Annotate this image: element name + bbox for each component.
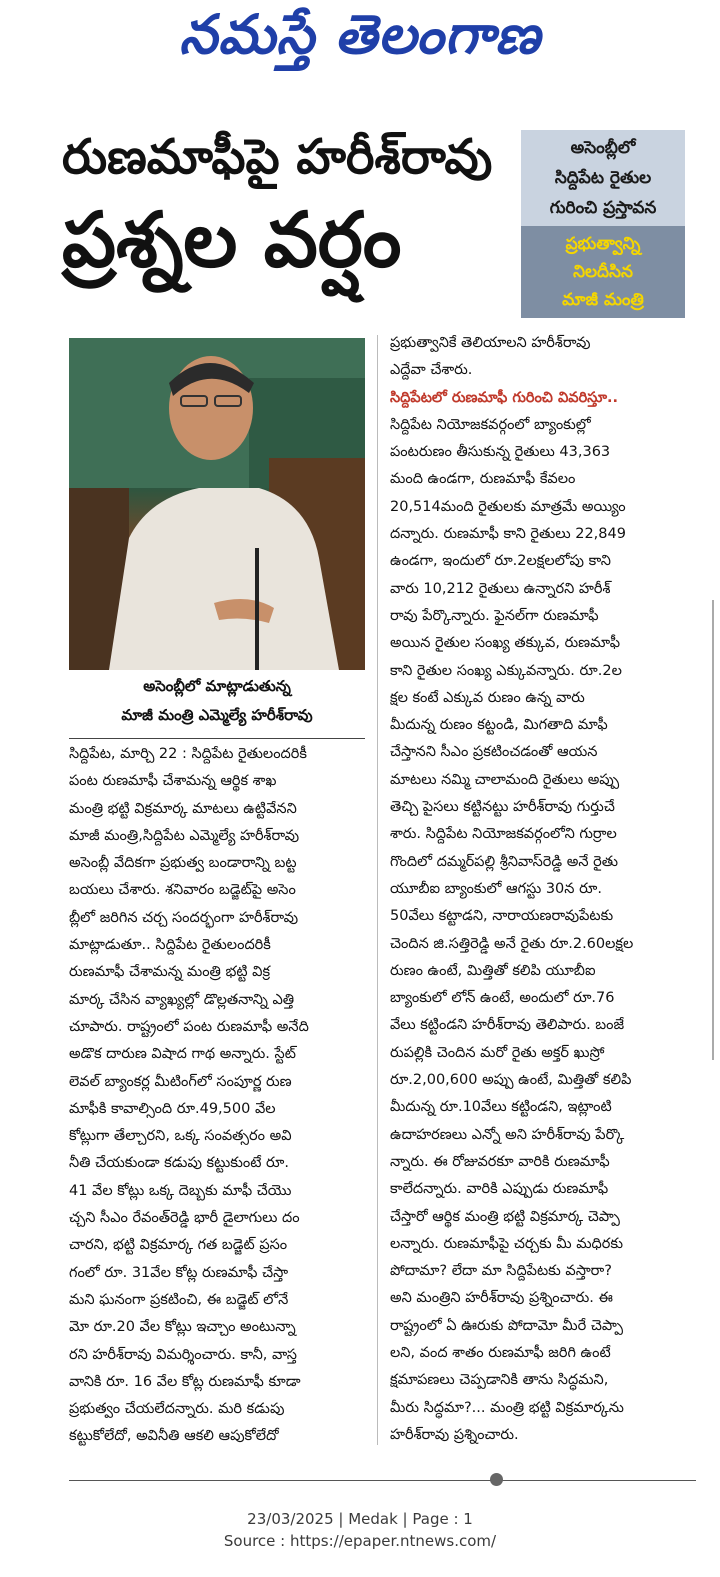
body-line: పంటరుణం తీసుకున్న రైతులు 43,363 (390, 444, 611, 461)
body-line: రూ.2,00,600 అప్పు ఉంటే, మిత్తితో కలిపి (390, 1072, 632, 1089)
body-line: మాట్లాడుతూ.. సిద్దిపేట రైతులందరికీ (69, 937, 271, 954)
body-line: ఉండగా, ఇందులో రూ.2లక్షలలోపు కాని (390, 553, 611, 570)
bottom-divider (69, 1480, 696, 1481)
body-line: బ్లీలో జరిగిన చర్చ సందర్భంగా హరీశ్‌రావు (69, 909, 299, 926)
body-line: మీరు సిద్ధమా?... మంత్రి భట్టి విక్రమార్కను (390, 1399, 624, 1416)
body-line: కాని రైతుల సంఖ్య ఎక్కువన్నారు. రూ.2ల (390, 662, 622, 679)
body-line: మంత్రి భట్టి విక్రమార్క మాటలు ఉట్టివేనని (69, 800, 297, 817)
side-box-bottom-line: నిలదీసిన (573, 262, 633, 282)
body-line: రుణం ఉంటే, మిత్తితో కలిపి యూబీఐ (390, 962, 596, 979)
body-line: రాష్ట్రంలో ఏ ఊరుకు పోదామో మీరే చెప్పా (390, 1317, 623, 1334)
body-line: యూబీఐ బ్యాంకులో ఆగస్టు 30న రూ. (390, 880, 602, 897)
body-line: హరీశ్‌రావు ప్రశ్నించారు. (390, 1426, 519, 1443)
body-line: రుణమాఫీ చేశామన్న మంత్రి భట్టి విక్ర (69, 964, 271, 981)
body-line: ప్రభుత్వం చేయలేదన్నారు. మరి కడుపు (69, 1401, 285, 1418)
body-line: చ్చని సీఎం రేవంత్‌రెడ్డి భారీ డైలాగులు దం (69, 1210, 300, 1227)
side-box-top-line: అసెంబ్లీలో (570, 138, 636, 158)
body-line: లన్నారు. రుణమాఫీపై చర్చకు మీ మధిరకు (390, 1235, 623, 1252)
body-line: చూపారు. రాష్ట్రంలో పంట రుణమాఫీ అనేది (69, 1018, 309, 1035)
body-line: దన్నారు. రుణమాఫీ కాని రైతులు 22,849 (390, 526, 626, 543)
body-line: చెందిన జి.సత్తిరెడ్డి అనే రైతు రూ.2.60లక్షల (390, 935, 634, 952)
body-line: కాలేదన్నారు. వారికి ఎప్పుడు రుణమాఫీ (390, 1181, 609, 1198)
body-line: మో రూ.20 వేల కోట్లు ఇచ్చాం అంటున్నా (69, 1319, 296, 1336)
body-line: అని మంత్రిని హరీశ్‌రావు ప్రశ్నించారు. ఈ (390, 1290, 613, 1307)
body-line: ఉదాహరణలు ఎన్నో అని హరీశ్‌రావు పేర్కొ (390, 1126, 625, 1143)
body-line: తెచ్చి పైసలు కట్టినట్టు హరీశ్‌రావు గుర్తుచే (390, 799, 615, 816)
masthead-title: నమస్తే తెలంగాణ (179, 2, 541, 66)
body-line: బయలు చేశారు. శనివారం బడ్జెట్‌పై అసెం (69, 882, 296, 899)
body-line: బ్యాంకులో లోన్ ఉంటే, అందులో రూ.76 (390, 990, 615, 1007)
body-line: మాజీ మంత్రి,సిద్దిపేట ఎమ్మెల్యే హరీశ్‌రావు (69, 827, 300, 844)
body-line: కోట్లుగా తేల్చారని, ఒక్క సంవత్సరం అవి (69, 1128, 292, 1145)
body-line: చారని, భట్టి విక్రమార్క గత బడ్జెట్ ప్రసం (69, 1237, 288, 1254)
side-box-bottom (521, 226, 685, 318)
body-line: రావు పేర్కొన్నారు. ఫైనల్‌గా రుణమాఫీ (390, 607, 599, 624)
divider-dot (490, 1473, 503, 1486)
body-line: నీతి చేయకుండా కడుపు కట్టుకుంటే రూ. (69, 1155, 289, 1172)
footer-source-line: Source : https://epaper.ntnews.com/ (223, 1532, 497, 1550)
body-line: చేస్తారో ఆర్థిక మంత్రి భట్టి విక్రమార్క చెప్పా (390, 1208, 620, 1225)
body-line: మాటలు నమ్మి చాలామంది రైతులు అప్పు (390, 771, 620, 788)
masthead (0, 0, 720, 82)
side-box-top-line: సిద్దిపేట రైతుల (554, 168, 652, 188)
body-line: మని ఘనంగా ప్రకటించి, ఈ బడ్జెట్ లోనే (69, 1291, 289, 1308)
footer-date-line: 23/03/2025 | Medak | Page : 1 (247, 1510, 473, 1528)
side-box-bottom-line: మాజీ మంత్రి (562, 290, 644, 310)
body-line: కట్టుకోలేదో, అవినీతి ఆకలి ఆపుకోలేదో (69, 1428, 279, 1445)
body-line: క్షల కంటే ఎక్కువ రుణం ఉన్న వారు (390, 689, 585, 706)
body-line: లెవల్ బ్యాంకర్ల మీటింగ్‌లో సంపూర్ణ రుణ (69, 1073, 292, 1090)
body-line: సిద్దిపేట నియోజకవర్గంలో బ్యాంకుల్లో (390, 416, 591, 433)
body-line: అడొక దారుణ విషాద గాథ అన్నారు. స్టేట్ (69, 1046, 296, 1063)
body-line: పంట రుణమాఫీ చేశామన్న ఆర్థిక శాఖ (69, 773, 277, 790)
body-line: వానికి రూ. 16 వేల కోట్ల రుణమాఫీ కూడా (69, 1373, 301, 1390)
body-line: గొందిలో దమ్మర్‌పల్లి శ్రీనివాస్‌రెడ్డి అనే రైతు (390, 853, 619, 870)
body-line: మాఫీకి కావాల్సింది రూ.49,500 వేల (69, 1100, 276, 1117)
body-line: లని, వంద శాతం రుణమాఫీ జరిగి ఉంటే (390, 1344, 611, 1361)
speaker-photo-illustration (69, 338, 365, 670)
body-line: రుపల్లికి చెందిన మరో రైతు అక్తర్ ఖుస్రో (390, 1044, 605, 1061)
body-line: 41 వేల కోట్లు ఒక్క దెబ్బకు మాఫీ చేయొ (69, 1182, 292, 1199)
right-body (390, 412, 696, 1449)
body-line: న్నారు. ఈ రోజువరకూ వారికి రుణమాఫీ (390, 1153, 610, 1170)
caption-divider (69, 738, 365, 739)
body-line: సిద్దిపేట, మార్చి 22 : సిద్దిపేట రైతులందరికీ (69, 746, 307, 762)
article-left-column (69, 741, 366, 1451)
body-line: మంది ఉండగా, రుణమాఫీ కేవలం (390, 471, 576, 488)
side-box-top (521, 130, 685, 226)
body-line: మార్క చేసిన వ్యాఖ్యల్లో డొల్లతనాన్ని ఎత్తి (69, 991, 295, 1008)
body-line: మీదున్న రూ.10వేలు కట్టిండని, ఇట్లాంటి (390, 1099, 612, 1116)
headline (62, 128, 522, 288)
body-line: మీదున్న రుణం కట్టండి, మిగతాది మాఫీ (390, 717, 608, 734)
photo-caption (69, 672, 365, 730)
page-scroll-edge (712, 600, 714, 1060)
body-line: అసెంబ్లీ వేదికగా ప్రభుత్వ బండారాన్ని బట్ట (69, 855, 297, 872)
headline-line-1: రుణమాఫీపై హరీశ్‌రావు (62, 129, 493, 185)
body-line: శారు. సిద్దిపేట నియోజకవర్గంలోని గుర్రాల (390, 826, 617, 843)
caption-line: మాజీ మంత్రి ఎమ్మెల్యే హరీశ్‌రావు (121, 706, 313, 724)
body-line: వేలు కట్టిండని హరీశ్‌రావు తెలిపారు. బంజే (390, 1017, 625, 1034)
body-line: చేస్తానని సీఎం ప్రకటించడంతో ఆయన (390, 744, 598, 761)
side-box (521, 130, 685, 318)
column-divider (377, 335, 378, 1445)
body-line: అయిన రైతుల సంఖ్య తక్కువ, రుణమాఫీ (390, 635, 621, 652)
body-line: వారు 10,212 రైతులు ఉన్నారని హరీశ్ (390, 580, 611, 597)
body-line: గంలో రూ. 31వేల కోట్ల రుణమాఫీ చేస్తా (69, 1264, 289, 1281)
side-box-top-line: గురించి ప్రస్తావన (549, 198, 657, 218)
article-right-column (390, 330, 696, 1449)
body-line: రని హరీశ్‌రావు విమర్శించారు. కానీ, వాస్త (69, 1346, 297, 1363)
side-box-bottom-line: ప్రభుత్వాన్ని (565, 234, 641, 254)
body-line: 50వేలు కట్టాడని, నారాయణరావుపేటకు (390, 908, 614, 925)
caption-line: అసెంబ్లీలో మాట్లాడుతున్న (143, 677, 291, 695)
body-line: క్షమాపణలు చెప్పడానికి తాను సిద్ధమని, (390, 1372, 609, 1389)
headline-line-2: ప్రశ్నల వర్షం (62, 195, 402, 284)
sub-heading: సిద్దిపేటలో రుణమాఫీ గురించి వివరిస్తూ.. (390, 389, 619, 406)
body-line: ఎద్దేవా చేశారు. (390, 362, 473, 379)
body-line: ప్రభుత్వానికే తెలియాలని హరీశ్‌రావు (390, 335, 591, 351)
body-line: 20,514మంది రైతులకు మాత్రమే అయ్యిం (390, 498, 626, 515)
body-line: పోదామా? లేదా మా సిద్దిపేటకు వస్తారా? (390, 1263, 612, 1280)
article-photo (69, 338, 365, 670)
